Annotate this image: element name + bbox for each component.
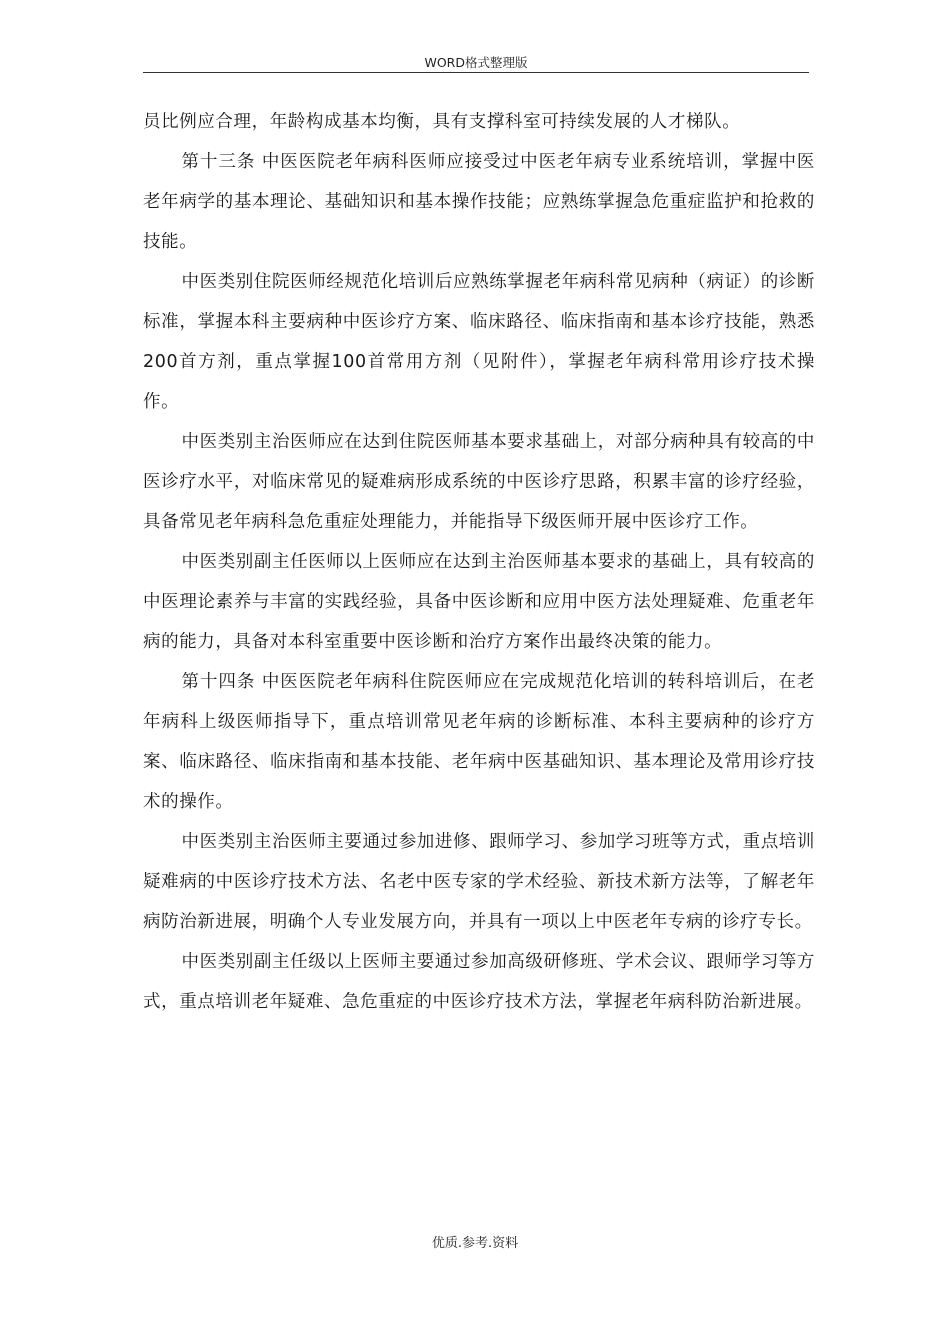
document-body — [143, 102, 815, 1022]
header-text: WORD格式整理版 — [424, 55, 528, 70]
paragraph-associate-chief-physician: 中医类别副主任医师以上医师应在达到主治医师基本要求的基础上，具有较高的中医理论素养与丰富的实践经验，具备中医诊断和应用中医方法处理疑难、危重老年病的能力，具备对本科室重要中医诊断和治疗方案作出最终决策的能力。 — [143, 552, 815, 652]
page-footer — [0, 1235, 950, 1253]
footer-text: 优质.参考.资料 — [431, 1236, 519, 1251]
paragraph-attending-training: 中医类别主治医师主要通过参加进修、跟师学习、参加学习班等方式，重点培训疑难病的中医诊疗技术方法、名老中医专家的学术经验、新技术新方法等，了解老年病防治新进展，明确个人专业发展方向，并具有一项以上中医老年专病的诊疗专长。 — [143, 832, 815, 932]
paragraph-senior-training: 中医类别副主任级以上医师主要通过参加高级研修班、学术会议、跟师学习等方式，重点培训老年疑难、急危重症的中医诊疗技术方法，掌握老年病科防治新进展。 — [143, 952, 815, 1012]
page-header — [143, 53, 809, 73]
paragraph-attending-physician: 中医类别主治医师应在达到住院医师基本要求基础上，对部分病种具有较高的中医诊疗水平，对临床常见的疑难病形成系统的中医诊疗思路，积累丰富的诊疗经验，具备常见老年病科急危重症处理能力，并能指导下级医师开展中医诊疗工作。 — [143, 432, 815, 532]
paragraph-continued: 员比例应合理，年龄构成基本均衡，具有支撑科室可持续发展的人才梯队。 — [143, 112, 741, 132]
paragraph-article-13: 第十三条 中医医院老年病科医师应接受过中医老年病专业系统培训，掌握中医老年病学的基本理论、基础知识和基本操作技能；应熟练掌握急危重症监护和抢救的技能。 — [143, 152, 815, 252]
paragraph-article-14: 第十四条 中医医院老年病科住院医师应在完成规范化培训的转科培训后，在老年病科上级医师指导下，重点培训常见老年病的诊断标准、本科主要病种的诊疗方案、临床路径、临床指南和基本技能、老年病中医基础知识、基本理论及常用诊疗技术的操作。 — [143, 672, 815, 812]
paragraph-resident-physician: 中医类别住院医师经规范化培训后应熟练掌握老年病科常见病种（病证）的诊断标准，掌握本科主要病种中医诊疗方案、临床路径、临床指南和基本诊疗技能，熟悉200首方剂，重点掌握100首常用方剂（见附件），掌握老年病科常用诊疗技术操作。 — [143, 272, 815, 412]
